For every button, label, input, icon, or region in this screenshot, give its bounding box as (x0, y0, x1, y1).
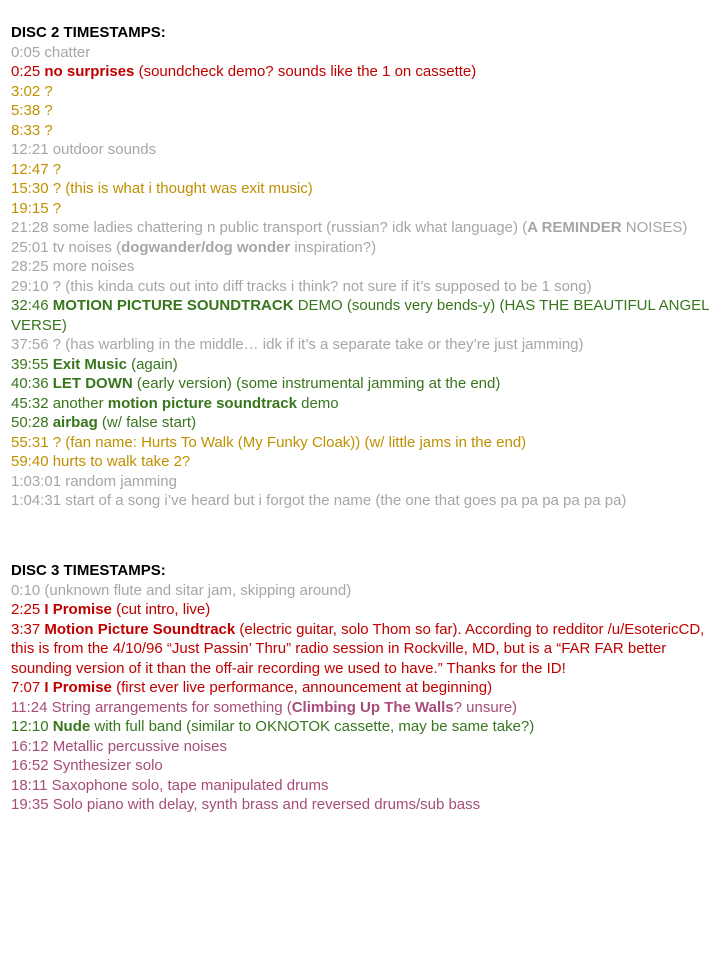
entry-text: 16:52 Synthesizer solo (11, 757, 163, 774)
entry-text: 37:56 ? (has warbling in the middle… idk if it’s a separate take or they’re just jamming) (11, 336, 584, 353)
entry-text: (early version) (some instrumental jamming at the end) (132, 375, 501, 392)
entry-text: 25:01 tv noises ( (11, 238, 122, 256)
disc3-section (11, 561, 711, 815)
disc2-timestamp-list (11, 43, 711, 511)
timestamp-entry (11, 335, 711, 355)
entry-text: ? unsure) (453, 698, 518, 716)
timestamp-entry (11, 101, 711, 121)
entry-text: 16:12 Metallic percussive noises (11, 737, 227, 755)
entry-text: 2:25 (11, 601, 45, 618)
timestamp-entry (11, 374, 711, 394)
entry-text: 0:10 (unknown flute and sitar jam, skipping around) (11, 581, 352, 599)
timestamp-entry (11, 472, 711, 492)
disc3-timestamp-list (11, 581, 711, 815)
entry-text: NOISES) (621, 219, 688, 236)
entry-text: 0:25 (11, 63, 45, 80)
track-title: LET DOWN (52, 375, 133, 392)
timestamp-entry (11, 491, 711, 511)
entry-text: 59:40 hurts to walk take 2? (11, 453, 191, 470)
timestamp-entry (11, 413, 711, 433)
entry-text: 21:28 some ladies chattering n public transport (russian? idk what language) ( (11, 219, 528, 236)
timestamp-entry (11, 678, 711, 698)
timestamp-entry (11, 257, 711, 277)
entry-text: with full band (similar to OKNOTOK cassette, may be same take?) (90, 718, 535, 735)
timestamp-entry (11, 600, 711, 620)
track-title: I Promise (44, 601, 112, 618)
entry-text: 32:46 (11, 297, 53, 314)
disc2-title: DISC 2 TIMESTAMPS: (11, 24, 166, 41)
entry-text: 0:05 chatter (11, 43, 91, 61)
disc2-section (11, 23, 711, 511)
track-title: A REMINDER (527, 219, 622, 236)
timestamp-entry (11, 43, 711, 63)
entry-text: (soundcheck demo? sounds like the 1 on cassette) (134, 63, 477, 80)
timestamp-entry (11, 355, 711, 375)
entry-text: 11:24 String arrangements for something ( (11, 698, 292, 716)
timestamp-entry (11, 277, 711, 297)
entry-text: inspiration?) (290, 238, 377, 256)
entry-text: (w/ false start) (97, 414, 197, 431)
entry-text: 3:37 (11, 620, 45, 638)
entry-text: (electric guitar, solo Thom so far). According to redditor /u/EsotericCD, this is from the 4/10/96 “Just Passin’ Thru” radio session in Rockville, MD, but is a “FAR FAR better sounding version of it than the off-air recording we used to have.” Thanks for the ID! (11, 620, 705, 677)
entry-text: 28:25 more noises (11, 258, 135, 275)
entry-text: 7:07 (11, 679, 45, 696)
timestamp-entry (11, 62, 711, 82)
entry-text: (first ever live performance, announcement at beginning) (111, 679, 493, 696)
track-title: motion picture soundtrack (107, 394, 297, 412)
entry-text: 3:02 ? (11, 82, 53, 100)
entry-text: 55:31 ? (fan name: Hurts To Walk (My Funky Cloak)) (w/ little jams in the end) (11, 433, 527, 451)
timestamp-entry (11, 296, 711, 335)
track-title: MOTION PICTURE SOUNDTRACK (52, 297, 294, 314)
entry-text: (again) (126, 355, 178, 373)
entry-text: 12:21 outdoor sounds (11, 141, 157, 158)
timestamp-entry (11, 756, 711, 776)
timestamp-entry (11, 199, 711, 219)
timestamp-entry (11, 620, 711, 679)
timestamp-entry (11, 121, 711, 141)
track-title: Nude (52, 718, 91, 735)
entry-text: 12:47 ? (11, 160, 62, 178)
timestamp-entry (11, 452, 711, 472)
timestamp-entry (11, 179, 711, 199)
timestamp-entry (11, 698, 711, 718)
entry-text: 45:32 another (11, 394, 108, 412)
entry-text: 19:15 ? (11, 199, 62, 217)
timestamp-entry (11, 776, 711, 796)
entry-text: 12:10 (11, 718, 53, 735)
entry-text: demo (296, 394, 339, 412)
entry-text: 15:30 ? (this is what i thought was exit music) (11, 180, 313, 197)
timestamp-entry (11, 394, 711, 414)
timestamp-entry (11, 140, 711, 160)
track-title: dogwander/dog wonder (121, 238, 291, 256)
entry-text: 39:55 (11, 355, 53, 373)
timestamp-entry (11, 160, 711, 180)
entry-text: 8:33 ? (11, 121, 53, 139)
timestamp-entry (11, 795, 711, 815)
entry-text: 1:03:01 random jamming (11, 472, 177, 490)
disc3-title: DISC 3 TIMESTAMPS: (11, 562, 166, 579)
timestamp-entry (11, 581, 711, 601)
track-title: airbag (52, 414, 98, 431)
timestamp-entry (11, 433, 711, 453)
timestamp-entry (11, 82, 711, 102)
entry-text: 18:11 Saxophone solo, tape manipulated drums (11, 776, 329, 794)
entry-text: DEMO (sounds very bends-y) (HAS THE BEAUTIFUL ANGEL VERSE) (11, 297, 709, 334)
track-title: no surprises (44, 63, 135, 80)
track-title: I Promise (44, 679, 112, 696)
entry-text: (cut intro, live) (111, 601, 211, 618)
entry-text: 19:35 Solo piano with delay, synth brass and reversed drums/sub bass (11, 796, 481, 813)
timestamp-entry (11, 238, 711, 258)
timestamp-entry (11, 717, 711, 737)
timestamp-entry (11, 737, 711, 757)
track-title: Motion Picture Soundtrack (44, 620, 236, 638)
entry-text: 5:38 ? (11, 102, 53, 119)
timestamp-entry (11, 218, 711, 238)
entry-text: 29:10 ? (this kinda cuts out into diff tracks i think? not sure if it’s supposed to be 1 song) (11, 277, 592, 295)
entry-text: 1:04:31 start of a song i’ve heard but i forgot the name (the one that goes pa pa pa pa pa pa) (11, 492, 627, 509)
entry-text: 40:36 (11, 375, 53, 392)
entry-text: 50:28 (11, 414, 53, 431)
track-title: Exit Music (52, 355, 127, 373)
track-title: Climbing Up The Walls (291, 698, 454, 716)
